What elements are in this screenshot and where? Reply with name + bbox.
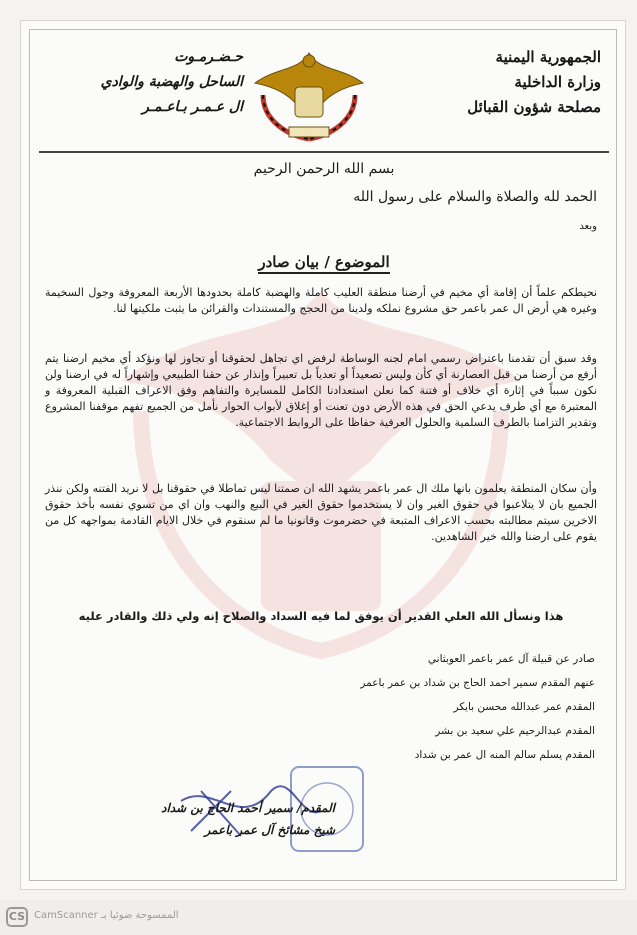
closing-prayer: هذا ونسأل الله العلي القدير أن يوفق لما فيه السداد والصلاح إنه ولي ذلك والقادر عليه (78, 609, 564, 623)
scanner-caption: CamScanner الممسوحة ضوئيا بـ (34, 910, 179, 921)
signatory-line: عنهم المقدم سمير احمد الحاج بن شداد بن عمر باعمر (360, 677, 595, 689)
signatory-line: المقدم يسلم سالم المنه ال عمر بن شداد (414, 749, 595, 761)
letterhead-tribe-name: ال عـمـر بـاعـمـر (142, 99, 243, 115)
yemen-emblem-icon (249, 43, 369, 143)
letterhead-tribe (53, 45, 243, 120)
signoff-title: شيخ مشائخ آل عمر باعمر (204, 823, 335, 837)
subject-heading (21, 253, 626, 271)
signatory-line: صادر عن قبيلة آل عمر باعمر العوبثاني (427, 653, 595, 665)
letterhead-areas: الساحل والهضبة والوادي (100, 74, 243, 90)
paragraph-objection: وقد سبق أن تقدمنا باعتراض رسمي امام لجنه الوساطة لرفض اي تجاهل لحقوقنا أو تجاوز لها ونؤكد أي مخيم ارضنا يتم أرفع من أرضنا من قبل العصارنة أي كأن وليس تصعيداً أو تعدياً بل تعبيراً وإنذار عن حقنا الطبيعي وإشهاراً له في ارضنا ولن نكون سبباً في إثارة أي خلاف أو فتنة كما نعلن استعدادنا الكامل للمسايرة والتفاهم وفق الاعراف القبلية المعروفة و المعتبرة مع أي طرف يدعي الحق في هذه الأرض دون تعنت أو إغلاق لأبواب الحوار نأمل من الجميع تفهم موقفنا المشروع وتقدير التزامنا بالطرف السلمية والحلول العرفية حفاظا على الروابط الاجتماعية. (45, 352, 597, 429)
salutation: الحمد لله والصلاة والسلام على رسول الله (353, 189, 597, 205)
signatory-line: المقدم عبدالرحيم علي سعيد بن بشر (435, 725, 595, 737)
signoff (55, 797, 335, 841)
letterhead-divider (39, 151, 609, 153)
opening-word: وبعد (579, 221, 597, 232)
signoff-name: المقدم/ سمير أحمد الحاج بن شداد (161, 801, 335, 815)
letterhead-country: الجمهورية اليمنية (495, 48, 601, 66)
basmala: بسم الله الرحمن الرحيم (253, 161, 395, 177)
signatory-line: المقدم عمر عبدالله محسن بايكر (453, 701, 595, 713)
paragraph-ownership: نحيطكم علماً أن إقامة أي مخيم في أرضنا منطقة العليب كاملة والهضبة كاملة بحدودها الأربعة المعروفة وجول السخيمة وغيره هي أرض ال عمر باعمر حق مشروع نملكه ولدينا من الحجج والمستندات والقرائن ما يثبت ملكيتها لنا. (45, 286, 597, 315)
document-page (20, 20, 626, 890)
letterhead-department: مصلحة شؤون القبائل (467, 98, 601, 116)
paragraph-warning: وأن سكان المنطقة يعلمون بانها ملك ال عمر باعمر يشهد الله ان صمتنا ليس تماطلا في حقوقنا بل لا نريد الفتنه ولكن ننذر الجميع بان لا يتلاعبوا في حقوق الغير وان لا يستخدموا حقوق الغير في البيع والنهب وان اي من تسوي نفسه بأخذ حقوق الاخرين سيتم مطالبته بحسب الاعراف المتبعة في حضرموت وقانونيا ما لم سنقوم في خلال الايام القادمة بمواجهه كل من يقوم على ارضنا والله خير الشاهدين. (45, 482, 597, 543)
signatories-list (195, 647, 595, 767)
camscanner-logo-icon: CS (6, 907, 28, 927)
letterhead-ministry (411, 45, 601, 120)
letterhead-ministry-name: وزارة الداخلية (514, 73, 601, 91)
subject-text: الموضوع / بيان صادر (258, 253, 389, 274)
letterhead-region: حـضـرمـوت (174, 49, 243, 65)
letterhead (39, 35, 609, 153)
